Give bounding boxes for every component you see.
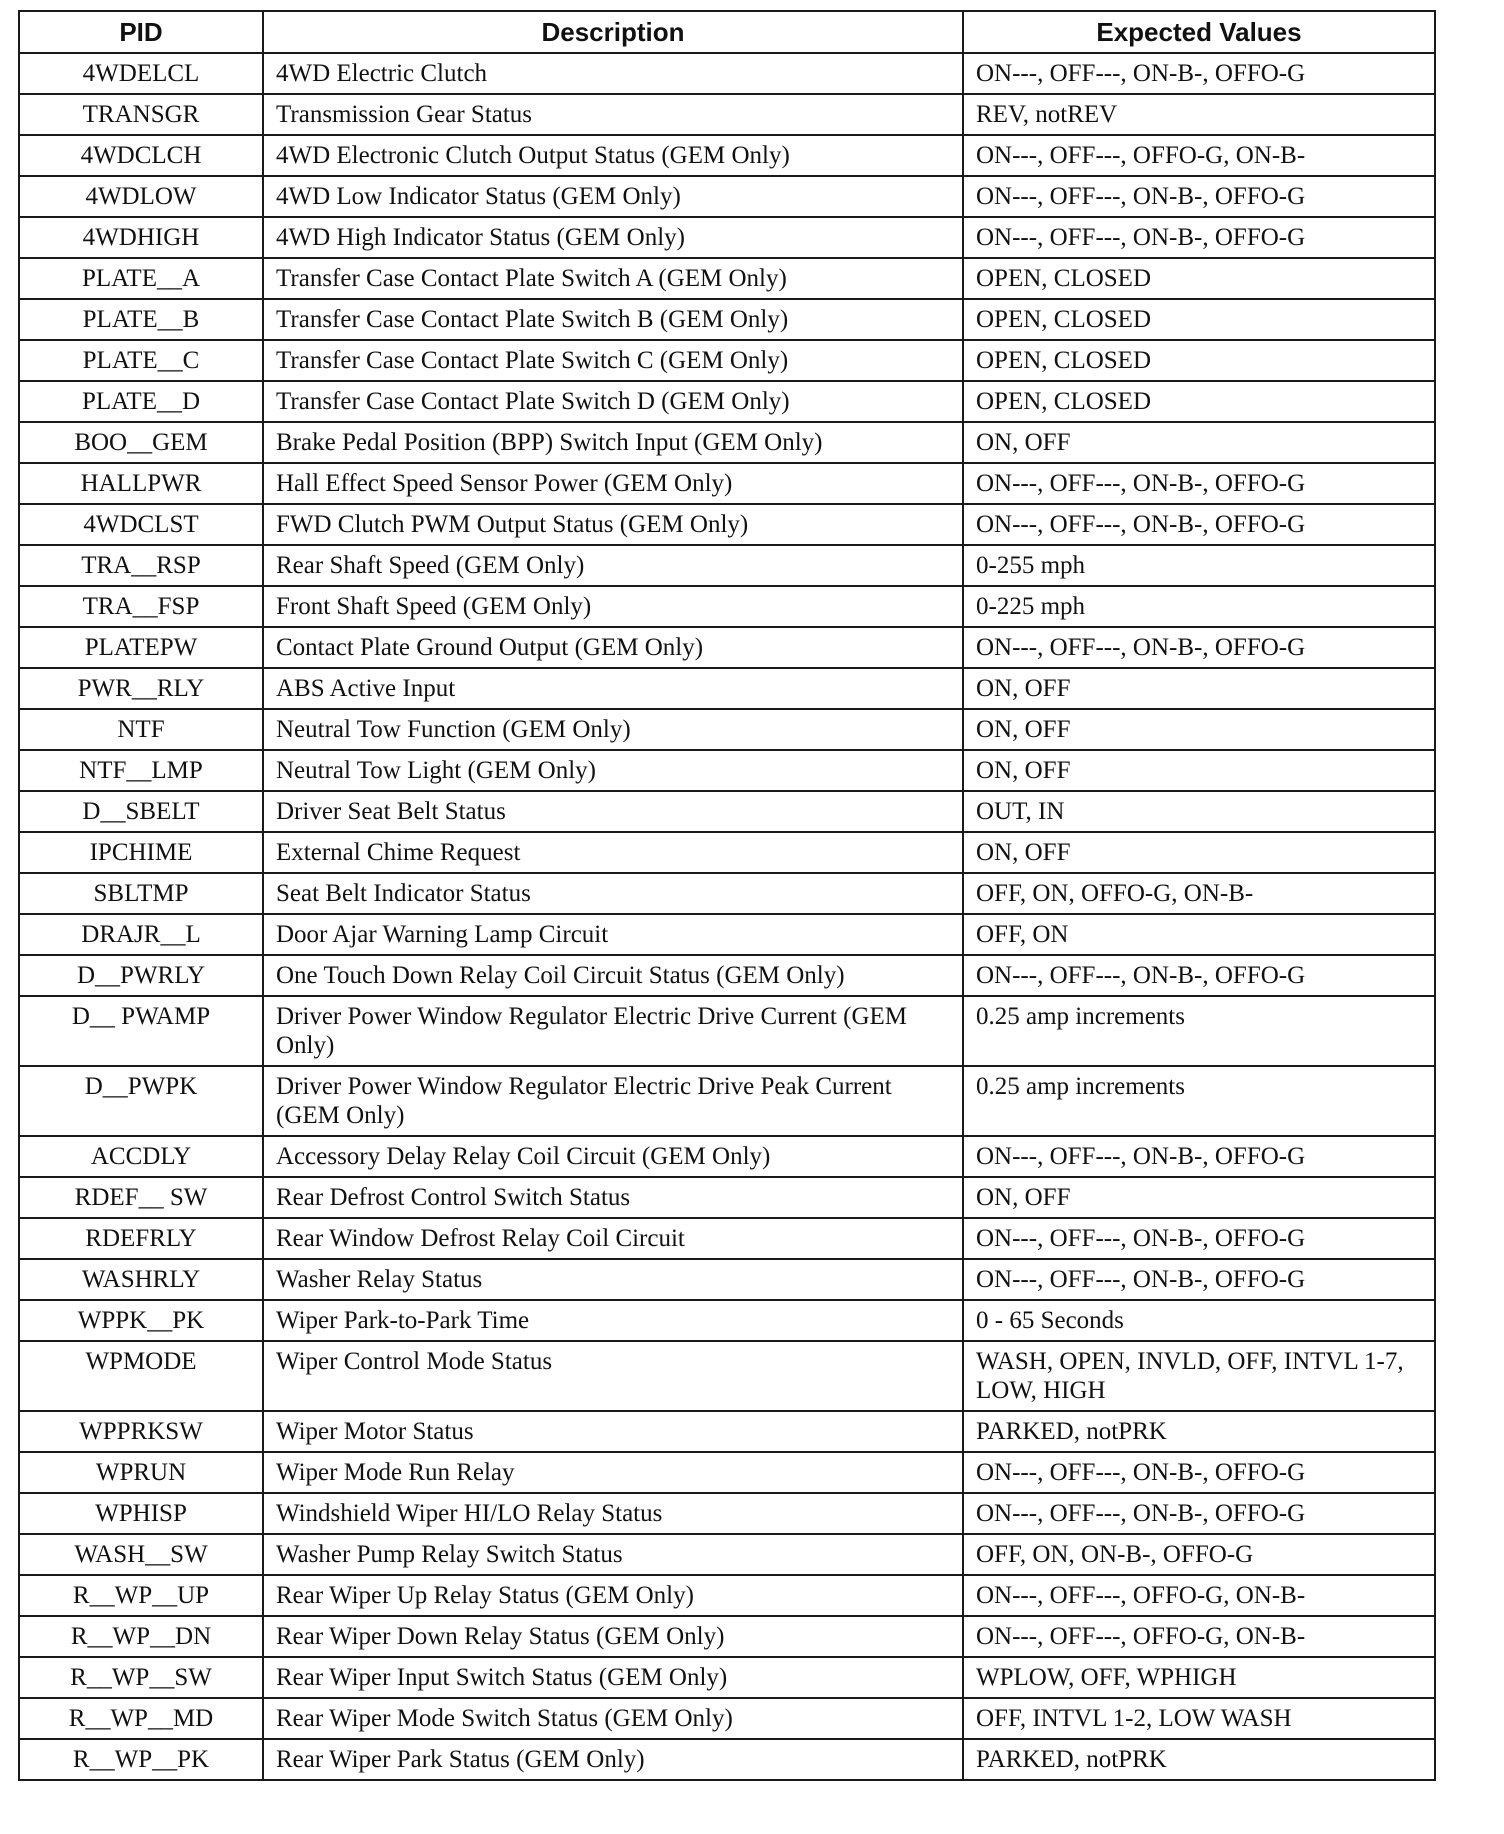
description-cell: External Chime Request <box>263 832 963 873</box>
table-row <box>19 217 1435 258</box>
pid-cell: BOO__GEM <box>19 422 263 463</box>
expected-values-cell: PARKED, notPRK <box>963 1411 1435 1452</box>
pid-cell: SBLTMP <box>19 873 263 914</box>
description-cell: Driver Seat Belt Status <box>263 791 963 832</box>
table-row <box>19 135 1435 176</box>
expected-values-cell: OPEN, CLOSED <box>963 340 1435 381</box>
description-cell: FWD Clutch PWM Output Status (GEM Only) <box>263 504 963 545</box>
expected-values-cell: ON---, OFF---, ON-B-, OFFO-G <box>963 1136 1435 1177</box>
expected-values-cell: ON---, OFF---, OFFO-G, ON-B- <box>963 135 1435 176</box>
expected-values-cell: ON---, OFF---, ON-B-, OFFO-G <box>963 53 1435 94</box>
table-row <box>19 94 1435 135</box>
expected-values-cell: ON---, OFF---, ON-B-, OFFO-G <box>963 463 1435 504</box>
table-row <box>19 422 1435 463</box>
table-row <box>19 832 1435 873</box>
pid-cell: RDEFRLY <box>19 1218 263 1259</box>
table-row <box>19 1218 1435 1259</box>
pid-cell: 4WDHIGH <box>19 217 263 258</box>
expected-values-cell: WPLOW, OFF, WPHIGH <box>963 1657 1435 1698</box>
description-cell: Washer Pump Relay Switch Status <box>263 1534 963 1575</box>
pid-cell: WASHRLY <box>19 1259 263 1300</box>
header-description: Description <box>263 11 963 53</box>
description-cell: 4WD Electronic Clutch Output Status (GEM Only) <box>263 135 963 176</box>
pid-cell: R__WP__DN <box>19 1616 263 1657</box>
table-row <box>19 1411 1435 1452</box>
expected-values-cell: OPEN, CLOSED <box>963 381 1435 422</box>
description-cell: One Touch Down Relay Coil Circuit Status (GEM Only) <box>263 955 963 996</box>
description-cell: Rear Wiper Down Relay Status (GEM Only) <box>263 1616 963 1657</box>
pid-reference-document <box>18 10 1434 1781</box>
expected-values-cell: ON---, OFF---, ON-B-, OFFO-G <box>963 176 1435 217</box>
expected-values-cell: ON, OFF <box>963 668 1435 709</box>
pid-cell: 4WDCLCH <box>19 135 263 176</box>
pid-cell: R__WP__MD <box>19 1698 263 1739</box>
pid-cell: HALLPWR <box>19 463 263 504</box>
pid-cell: 4WDCLST <box>19 504 263 545</box>
pid-cell: DRAJR__L <box>19 914 263 955</box>
description-cell: Rear Window Defrost Relay Coil Circuit <box>263 1218 963 1259</box>
table-row <box>19 627 1435 668</box>
pid-cell: PWR__RLY <box>19 668 263 709</box>
description-cell: Front Shaft Speed (GEM Only) <box>263 586 963 627</box>
pid-cell: TRANSGR <box>19 94 263 135</box>
table-row <box>19 1575 1435 1616</box>
table-row <box>19 1341 1435 1411</box>
expected-values-cell: ON, OFF <box>963 750 1435 791</box>
description-cell: Wiper Motor Status <box>263 1411 963 1452</box>
description-cell: Neutral Tow Function (GEM Only) <box>263 709 963 750</box>
expected-values-cell: ON, OFF <box>963 422 1435 463</box>
description-cell: Seat Belt Indicator Status <box>263 873 963 914</box>
pid-cell: D__PWRLY <box>19 955 263 996</box>
table-row <box>19 1136 1435 1177</box>
expected-values-cell: ON---, OFF---, ON-B-, OFFO-G <box>963 955 1435 996</box>
header-row <box>19 11 1435 53</box>
pid-cell: D__ PWAMP <box>19 996 263 1066</box>
table-row <box>19 1177 1435 1218</box>
pid-cell: PLATE__B <box>19 299 263 340</box>
expected-values-cell: 0-255 mph <box>963 545 1435 586</box>
table-row <box>19 258 1435 299</box>
pid-cell: R__WP__PK <box>19 1739 263 1780</box>
description-cell: 4WD Low Indicator Status (GEM Only) <box>263 176 963 217</box>
pid-cell: 4WDLOW <box>19 176 263 217</box>
description-cell: Transmission Gear Status <box>263 94 963 135</box>
table-row <box>19 1657 1435 1698</box>
description-cell: Rear Defrost Control Switch Status <box>263 1177 963 1218</box>
table-row <box>19 996 1435 1066</box>
description-cell: Transfer Case Contact Plate Switch C (GEM Only) <box>263 340 963 381</box>
expected-values-cell: OFF, ON, ON-B-, OFFO-G <box>963 1534 1435 1575</box>
expected-values-cell: ON, OFF <box>963 709 1435 750</box>
table-row <box>19 586 1435 627</box>
table-row <box>19 750 1435 791</box>
expected-values-cell: OFF, ON, OFFO-G, ON-B- <box>963 873 1435 914</box>
table-row <box>19 709 1435 750</box>
expected-values-cell: 0.25 amp increments <box>963 996 1435 1066</box>
description-cell: Transfer Case Contact Plate Switch B (GEM Only) <box>263 299 963 340</box>
table-row <box>19 381 1435 422</box>
description-cell: 4WD Electric Clutch <box>263 53 963 94</box>
header-pid: PID <box>19 11 263 53</box>
description-cell: Transfer Case Contact Plate Switch A (GEM Only) <box>263 258 963 299</box>
description-cell: Neutral Tow Light (GEM Only) <box>263 750 963 791</box>
pid-cell: WPHISP <box>19 1493 263 1534</box>
description-cell: Rear Wiper Mode Switch Status (GEM Only) <box>263 1698 963 1739</box>
pid-cell: WPPK__PK <box>19 1300 263 1341</box>
pid-cell: R__WP__UP <box>19 1575 263 1616</box>
table-row <box>19 873 1435 914</box>
expected-values-cell: WASH, OPEN, INVLD, OFF, INTVL 1-7, LOW, HIGH <box>963 1341 1435 1411</box>
pid-cell: PLATE__D <box>19 381 263 422</box>
table-row <box>19 1259 1435 1300</box>
description-cell: Wiper Control Mode Status <box>263 1341 963 1411</box>
pid-cell: ACCDLY <box>19 1136 263 1177</box>
pid-cell: NTF__LMP <box>19 750 263 791</box>
description-cell: ABS Active Input <box>263 668 963 709</box>
expected-values-cell: 0.25 amp increments <box>963 1066 1435 1136</box>
expected-values-cell: ON, OFF <box>963 832 1435 873</box>
table-row <box>19 53 1435 94</box>
description-cell: Rear Shaft Speed (GEM Only) <box>263 545 963 586</box>
description-cell: 4WD High Indicator Status (GEM Only) <box>263 217 963 258</box>
expected-values-cell: OFF, ON <box>963 914 1435 955</box>
expected-values-cell: ON---, OFF---, ON-B-, OFFO-G <box>963 1218 1435 1259</box>
pid-cell: D__PWPK <box>19 1066 263 1136</box>
description-cell: Wiper Park-to-Park Time <box>263 1300 963 1341</box>
pid-cell: WPRUN <box>19 1452 263 1493</box>
pid-cell: NTF <box>19 709 263 750</box>
expected-values-cell: ON, OFF <box>963 1177 1435 1218</box>
table-row <box>19 1534 1435 1575</box>
pid-cell: D__SBELT <box>19 791 263 832</box>
expected-values-cell: OUT, IN <box>963 791 1435 832</box>
table-row <box>19 340 1435 381</box>
pid-table <box>18 10 1436 1781</box>
pid-cell: RDEF__ SW <box>19 1177 263 1218</box>
expected-values-cell: 0 - 65 Seconds <box>963 1300 1435 1341</box>
expected-values-cell: ON---, OFF---, OFFO-G, ON-B- <box>963 1616 1435 1657</box>
table-row <box>19 176 1435 217</box>
description-cell: Brake Pedal Position (BPP) Switch Input (GEM Only) <box>263 422 963 463</box>
table-row <box>19 299 1435 340</box>
table-row <box>19 791 1435 832</box>
expected-values-cell: OFF, INTVL 1-2, LOW WASH <box>963 1698 1435 1739</box>
description-cell: Rear Wiper Up Relay Status (GEM Only) <box>263 1575 963 1616</box>
expected-values-cell: ON---, OFF---, ON-B-, OFFO-G <box>963 504 1435 545</box>
description-cell: Washer Relay Status <box>263 1259 963 1300</box>
description-cell: Rear Wiper Input Switch Status (GEM Only) <box>263 1657 963 1698</box>
description-cell: Driver Power Window Regulator Electric Drive Current (GEM Only) <box>263 996 963 1066</box>
pid-cell: TRA__FSP <box>19 586 263 627</box>
description-cell: Hall Effect Speed Sensor Power (GEM Only) <box>263 463 963 504</box>
expected-values-cell: ON---, OFF---, ON-B-, OFFO-G <box>963 1452 1435 1493</box>
table-row <box>19 1300 1435 1341</box>
pid-cell: WPMODE <box>19 1341 263 1411</box>
description-cell: Transfer Case Contact Plate Switch D (GEM Only) <box>263 381 963 422</box>
expected-values-cell: ON---, OFF---, ON-B-, OFFO-G <box>963 627 1435 668</box>
description-cell: Rear Wiper Park Status (GEM Only) <box>263 1739 963 1780</box>
expected-values-cell: 0-225 mph <box>963 586 1435 627</box>
table-row <box>19 1493 1435 1534</box>
table-body <box>19 53 1435 1780</box>
description-cell: Windshield Wiper HI/LO Relay Status <box>263 1493 963 1534</box>
pid-cell: WPPRKSW <box>19 1411 263 1452</box>
table-row <box>19 1698 1435 1739</box>
table-row <box>19 1452 1435 1493</box>
description-cell: Accessory Delay Relay Coil Circuit (GEM Only) <box>263 1136 963 1177</box>
table-row <box>19 463 1435 504</box>
pid-cell: PLATE__C <box>19 340 263 381</box>
table-row <box>19 504 1435 545</box>
pid-cell: WASH__SW <box>19 1534 263 1575</box>
expected-values-cell: OPEN, CLOSED <box>963 299 1435 340</box>
expected-values-cell: PARKED, notPRK <box>963 1739 1435 1780</box>
table-row <box>19 1066 1435 1136</box>
header-expected-values: Expected Values <box>963 11 1435 53</box>
pid-cell: PLATE__A <box>19 258 263 299</box>
expected-values-cell: OPEN, CLOSED <box>963 258 1435 299</box>
description-cell: Door Ajar Warning Lamp Circuit <box>263 914 963 955</box>
expected-values-cell: ON---, OFF---, ON-B-, OFFO-G <box>963 1259 1435 1300</box>
expected-values-cell: ON---, OFF---, ON-B-, OFFO-G <box>963 217 1435 258</box>
table-row <box>19 914 1435 955</box>
table-row <box>19 545 1435 586</box>
table-row <box>19 668 1435 709</box>
pid-cell: 4WDELCL <box>19 53 263 94</box>
description-cell: Wiper Mode Run Relay <box>263 1452 963 1493</box>
expected-values-cell: ON---, OFF---, ON-B-, OFFO-G <box>963 1493 1435 1534</box>
table-row <box>19 1616 1435 1657</box>
description-cell: Driver Power Window Regulator Electric Drive Peak Current (GEM Only) <box>263 1066 963 1136</box>
pid-cell: PLATEPW <box>19 627 263 668</box>
pid-cell: TRA__RSP <box>19 545 263 586</box>
pid-cell: R__WP__SW <box>19 1657 263 1698</box>
description-cell: Contact Plate Ground Output (GEM Only) <box>263 627 963 668</box>
pid-cell: IPCHIME <box>19 832 263 873</box>
expected-values-cell: REV, notREV <box>963 94 1435 135</box>
table-row <box>19 955 1435 996</box>
expected-values-cell: ON---, OFF---, OFFO-G, ON-B- <box>963 1575 1435 1616</box>
table-row <box>19 1739 1435 1780</box>
